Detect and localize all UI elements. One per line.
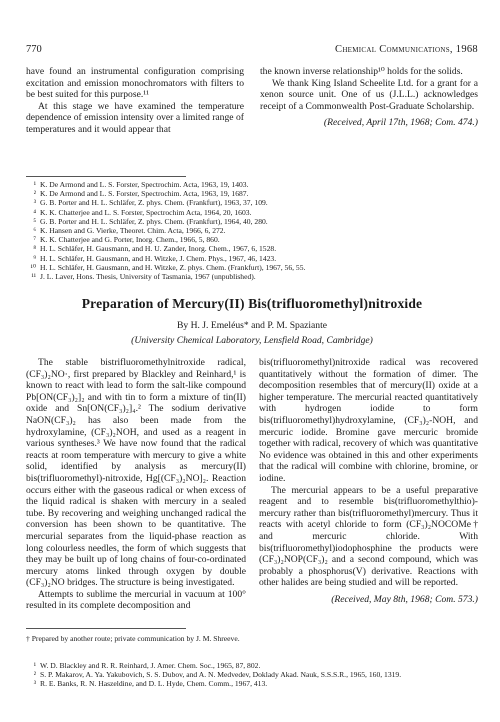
reference-item: ² S. P. Makarov, A. Ya. Yakubovich, S. S. Dubov, and A. N. Medvedev, Doklady Akad. Nauk, S.S.S.R., 1965, 160, 1319. (33, 670, 402, 680)
paragraph: have found an instrumental configuration comprising excitation and emission monochromators with filters to be best suited for this purpose.¹¹ (26, 66, 244, 101)
reference-list (26, 661, 478, 689)
reference-item: ⁷ K. K. Chatterjee and G. Porter, Inorg. Chem., 1966, 5, 860. (33, 235, 220, 245)
reference-item: ⁴ K. K. Chatterjee and L. S. Forster, Spectrochim Acta, 1964, 20, 1603. (33, 207, 252, 217)
article-title: Preparation of Mercury(II) Bis(trifluoromethyl)nitroxide (81, 296, 423, 311)
body-right-column (259, 357, 478, 605)
received-date: (Received, April 17th, 1968; Com. 474.) (323, 117, 478, 129)
top-left-column (26, 66, 244, 136)
paragraph: The mercurial appears to be a useful preparative reagent and to resemble bis(trifluoromethylthio)-mercury rather than bis(trifluoromethyl)mercury. Thus it reacts with acetyl chloride to form (CF₃)₂NOCOMe† and mercuric chloride. With bis(trifluoromethyl)iodophosphine the products were (CF₃)₂NOP(CF₃)₂ and a second compound, which was probably a phosphorus(V) derivative. Reactions with other halides are being studied and will be reported. (259, 484, 478, 589)
reference-item: ⁸ H. L. Schläfer, H. Gausmann, and H. U. Zander, Inorg. Chem., 1967, 6, 1528. (33, 244, 277, 254)
journal-page (26, 0, 478, 722)
reference-item: ³ R. E. Banks, R. N. Haszeldine, and D. L. Hyde, Chem. Comm., 1967, 413. (33, 679, 268, 689)
divider (26, 176, 186, 177)
footnote: † Prepared by another route; private communication by J. M. Shreeve. (26, 634, 240, 643)
body-left-column (26, 357, 246, 612)
reference-item: ¹ W. D. Blackley and R. R. Reinhard, J. Amer. Chem. Soc., 1965, 87, 802. (33, 661, 261, 670)
reference-item: ⁹ H. L. Schläfer, H. Gausmann, and H. Witzke, J. Chem. Phys., 1967, 46, 1423. (33, 253, 277, 263)
paragraph: The stable bistrifluoromethylnitroxide radical, (CF₃)₂NO·, first prepared by Blackley and Reinhard,¹ is known to react with lead to form the salt-like compound Pb[ON(CF₃)₂]₂ and with tin to form a mixture of tin(II) oxide and Sn[ON(CF₃)₂]₄.² The sodium derivative NaON(CF₃)₂ has also been made from the hydroxylamine, (CF₃)₂NOH, and used as a reagent in various syntheses.³ We have now found that the radical reacts at room temperature with mercury to give a white solid, identified by analysis as mercury(II) bis(trifluoromethyl)-nitroxide, Hg[(CF₃)₂NO]₂. Reaction occurs either with the gaseous radical or when excess of the liquid radical is shaken with mercury in a sealed tube. By recovering and weighing unchanged radical the conversion has been shown to be quantitative. The mercurial separates from the liquid-phase reaction as long colourless needles, the form of which suggests that they may be built up of long chains of four-co-ordinated mercury atoms linked through oxygen by double (CF₃)₂NO bridges. The structure is being investigated. (26, 357, 246, 589)
reference-item: ⁵ G. B. Porter and H. L. Schläfer, Z. phys. Chem. (Frankfurt), 1964, 40, 280. (33, 216, 268, 226)
reference-item: ¹¹ J. L. Laver, Hons. Thesis, University of Tasmania, 1967 (unpublished). (31, 272, 256, 282)
paragraph: Attempts to sublime the mercurial in vacuum at 100° resulted in its complete decomposition and (26, 588, 246, 612)
reference-item: ⁶ K. Hansen and G. Vierke, Theoret. Chim. Acta, 1966, 6, 272. (33, 226, 226, 236)
page-number: 770 (26, 44, 42, 55)
paragraph: At this stage we have examined the temperature dependence of emission intensity over a limited range of temperatures and it would appear that (26, 100, 244, 135)
reference-item: ¹ K. De Armond and L. S. Forster, Spectrochim. Acta, 1963, 19, 1403. (33, 180, 249, 189)
paragraph: bis(trifluoromethyl)nitroxide radical was recovered quantitatively without the formation of dimer. The decomposition resembles that of mercury(II) oxide at a higher temperature. The mercurial reacted quantitatively with hydrogen iodide to form bis(trifluoromethyl)hydroxylamine, (CF₃)₂-NOH, and mercuric iodide. Bromine gave mercuric bromide together with radical, recovery of which was quantitative No evidence was obtained in this and other experiments that the radical will combine with chlorine, bromine, or iodine. (259, 357, 478, 484)
top-right-column (260, 66, 478, 129)
reference-item: ³ G. B. Porter and H. L. Schläfer, Z. phys. Chem. (Frankfurt), 1963, 37, 109. (33, 198, 268, 208)
received-date: (Received, May 8th, 1968; Com. 573.) (331, 593, 478, 605)
paragraph: the known inverse relationship¹⁰ holds for the solids. (260, 66, 463, 77)
article-affiliation: (University Chemical Laboratory, Lensfield Road, Cambridge) (131, 335, 373, 346)
paragraph: We thank King Island Scheelite Ltd. for a grant for a xenon source unit. One of us (J.L.L.) acknowledges receipt of a Commonwealth Post-Graduate Scholarship. (260, 77, 478, 112)
page-header (26, 44, 478, 58)
reference-item: ¹⁰ H. L. Schläfer, H. Gausmann, and H. Witzke, Z. phys. Chem. (Frankfurt), 1967, 56, 55. (30, 262, 306, 272)
journal-title: Chemical Communications, 1968 (335, 44, 478, 55)
divider (26, 628, 186, 629)
article-authors: By H. J. Emeléus* and P. M. Spaziante (176, 320, 328, 331)
reference-item: ² K. De Armond and L. S. Forster, Spectrochim. Acta, 1963, 19, 1687. (33, 189, 249, 199)
reference-list (26, 180, 478, 281)
